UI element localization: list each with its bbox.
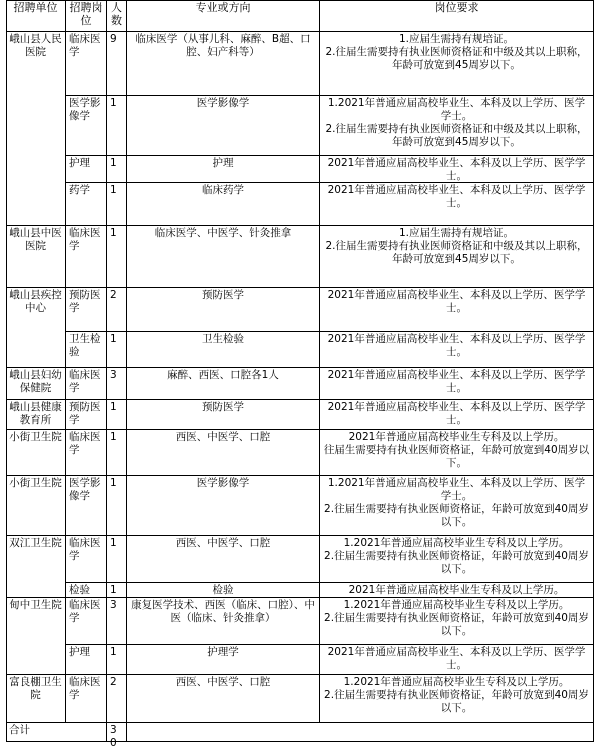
unit-cell: 小街卫生院 <box>6 430 66 476</box>
major-cell: 预防医学 <box>127 400 320 430</box>
count-cell: 1 <box>107 476 127 536</box>
requirement-cell: 1.2021年普通应届高校毕业生专科及以上学历。 2.往届生需要持有执业医师资格证，年龄可放宽到40周岁以下。 <box>320 675 594 723</box>
unit-cell: 甸中卫生院 <box>6 598 66 675</box>
count-cell: 2 <box>107 675 127 723</box>
unit-cell: 双江卫生院 <box>6 536 66 598</box>
count-cell: 1 <box>107 430 127 476</box>
major-cell: 西医、中医学、口腔 <box>127 536 320 583</box>
post-cell: 临床医学 <box>66 536 107 583</box>
post-cell: 临床医学 <box>66 226 107 288</box>
requirement-cell: 2021年普通应届高校毕业生专科及以上学历。 往届生需要持有执业医师资格证，年龄可放宽到40周岁以下。 <box>320 430 594 476</box>
header-major: 专业或方向 <box>127 0 320 32</box>
post-cell: 检验 <box>66 583 107 598</box>
major-cell: 西医、中医学、口腔 <box>127 430 320 476</box>
major-cell: 麻醉、西医、口腔各1人 <box>127 368 320 400</box>
major-cell: 医学影像学 <box>127 96 320 156</box>
unit-cell: 峨山县中医医院 <box>6 226 66 288</box>
requirement-cell: 2021年普通应届高校毕业生专科及以上学历。 <box>320 583 594 598</box>
post-cell: 药学 <box>66 183 107 226</box>
header-count: 人数 <box>107 0 127 32</box>
requirement-cell: 2021年普通应届高校毕业生、本科及以上学历、医学学士。 <box>320 332 594 368</box>
post-cell: 医学影像学 <box>66 96 107 156</box>
count-cell: 3 <box>107 368 127 400</box>
major-cell: 护理学 <box>127 645 320 675</box>
requirement-cell: 1.2021年普通应届高校毕业生专科及以上学历。 2.往届生需要持有执业医师资格证，年龄可放宽到40周岁以下。 <box>320 536 594 583</box>
total-label: 合计 <box>6 723 107 742</box>
count-cell: 1 <box>107 536 127 583</box>
header-requirement: 岗位要求 <box>320 0 594 32</box>
major-cell: 康复医学技术、西医（临床、口腔）、中医（临床、针灸推拿） <box>127 598 320 645</box>
major-cell: 临床医学（从事儿科、麻醉、B超、口腔、妇产科等） <box>127 32 320 96</box>
unit-cell: 峨山县健康教育所 <box>6 400 66 430</box>
post-cell: 护理 <box>66 645 107 675</box>
count-cell: 1 <box>107 332 127 368</box>
unit-cell: 富良棚卫生院 <box>6 675 66 723</box>
post-cell: 临床医学 <box>66 675 107 723</box>
count-cell: 1 <box>107 400 127 430</box>
major-cell: 医学影像学 <box>127 476 320 536</box>
post-cell: 预防医学 <box>66 288 107 332</box>
unit-cell: 峨山县妇幼保健院 <box>6 368 66 400</box>
requirement-cell: 1.2021年普通应届高校毕业生、本科及以上学历、医学学士。 2.往届生需要持有执业医师资格证和中级及其以上职称，年龄可放宽到45周岁以下。 <box>320 96 594 156</box>
requirement-cell: 1.2021年普通应届高校毕业生专科及以上学历。 2.往届生需要持有执业医师资格证，年龄可放宽到40周岁以下。 <box>320 598 594 645</box>
unit-cell: 峨山县疾控中心 <box>6 288 66 368</box>
post-cell: 医学影像学 <box>66 476 107 536</box>
post-cell: 卫生检验 <box>66 332 107 368</box>
count-cell: 3 <box>107 598 127 645</box>
total-empty <box>127 723 594 742</box>
unit-cell: 峨山县人民医院 <box>6 32 66 226</box>
post-cell: 临床医学 <box>66 368 107 400</box>
post-cell: 临床医学 <box>66 598 107 645</box>
header-unit: 招聘单位 <box>6 0 66 32</box>
count-cell: 2 <box>107 288 127 332</box>
requirement-cell: 2021年普通应届高校毕业生、本科及以上学历、医学学士。 <box>320 156 594 183</box>
major-cell: 检验 <box>127 583 320 598</box>
requirement-cell: 1.2021年普通应届高校毕业生、本科及以上学历、医学学士。 2.往届生需要持有执业医师资格证，年龄可放宽到40周岁以下。 <box>320 476 594 536</box>
major-cell: 护理 <box>127 156 320 183</box>
count-cell: 1 <box>107 183 127 226</box>
unit-cell: 小街卫生院 <box>6 476 66 536</box>
requirement-cell: 2021年普通应届高校毕业生、本科及以上学历、医学学士。 <box>320 645 594 675</box>
count-cell: 1 <box>107 583 127 598</box>
post-cell: 预防医学 <box>66 400 107 430</box>
requirement-cell: 2021年普通应届高校毕业生、本科及以上学历、医学学士。 <box>320 400 594 430</box>
post-cell: 临床医学 <box>66 32 107 96</box>
count-cell: 1 <box>107 156 127 183</box>
requirement-cell: 2021年普通应届高校毕业生、本科及以上学历、医学学士。 <box>320 288 594 332</box>
requirement-cell: 1.应届生需持有规培证。 2.往届生需要持有执业医师资格证和中级及其以上职称，年龄可放宽到45周岁以下。 <box>320 32 594 96</box>
major-cell: 临床医学、中医学、针灸推拿 <box>127 226 320 288</box>
header-post: 招聘岗位 <box>66 0 107 32</box>
count-cell: 1 <box>107 96 127 156</box>
major-cell: 西医、中医学、口腔 <box>127 675 320 723</box>
count-cell: 1 <box>107 645 127 675</box>
requirement-cell: 1.应届生需持有规培证。 2.往届生需要持有执业医师资格证和中级及其以上职称，年龄可放宽到45周岁以下。 <box>320 226 594 288</box>
total-count: 30 <box>107 723 127 742</box>
major-cell: 预防医学 <box>127 288 320 332</box>
major-cell: 卫生检验 <box>127 332 320 368</box>
count-cell: 9 <box>107 32 127 96</box>
major-cell: 临床药学 <box>127 183 320 226</box>
post-cell: 临床医学 <box>66 430 107 476</box>
post-cell: 护理 <box>66 156 107 183</box>
requirement-cell: 2021年普通应届高校毕业生、本科及以上学历、医学学士。 <box>320 183 594 226</box>
count-cell: 1 <box>107 226 127 288</box>
requirement-cell: 2021年普通应届高校毕业生、本科及以上学历、医学学士。 <box>320 368 594 400</box>
